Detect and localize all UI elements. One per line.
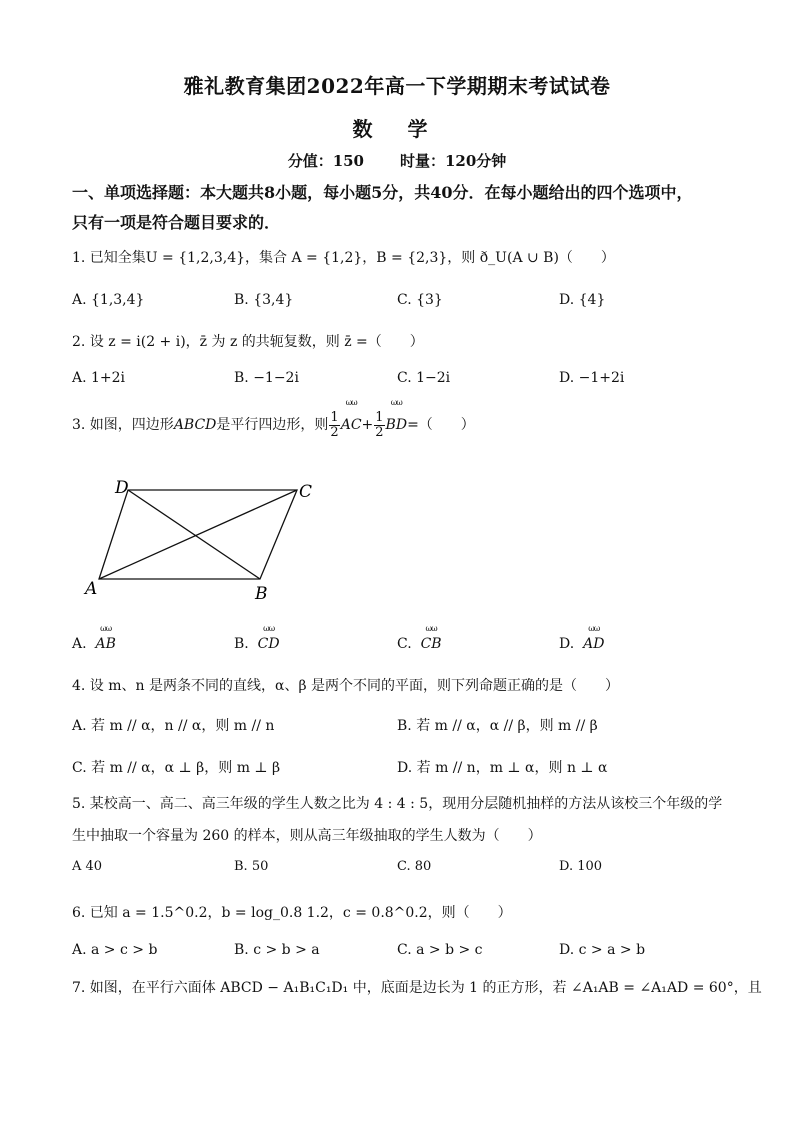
question-3-option-c — [397, 624, 442, 654]
fraction-half-1 — [329, 411, 339, 440]
question-3-suffix: =（ ） — [407, 417, 475, 433]
question-6-option-a: A. a > c > b — [72, 942, 158, 958]
question-3-option-d — [559, 624, 605, 654]
option-letter: C. — [397, 636, 412, 652]
question-5-option-c: C. 80 — [397, 859, 432, 874]
vector-arrow: ωω — [345, 398, 357, 407]
time-label: 时量：120分钟 — [400, 152, 507, 170]
question-4-option-d: D. 若 m // n，m ⊥ α，则 n ⊥ α — [397, 760, 608, 776]
question-3-prefix: 3. 如图，四边形 — [72, 417, 174, 433]
question-4-stem: 4. 设 m、n 是两条不同的直线，α、β 是两个不同的平面，则下列命题正确的是（ ） — [72, 678, 619, 694]
question-3-option-a — [72, 624, 116, 654]
question-6-option-c: C. a > b > c — [397, 942, 483, 958]
option-letter: A. — [72, 636, 87, 652]
vertex-label-a: A — [85, 579, 98, 599]
question-6-option-b: B. c > b > a — [234, 942, 320, 958]
subject-title: 数 学 — [352, 117, 442, 141]
fraction-denominator: 2 — [375, 424, 384, 440]
vector-cb-label: CB — [420, 636, 442, 652]
parallelogram-figure — [80, 478, 330, 603]
option-letter: D. — [559, 636, 575, 652]
question-6-stem: 6. 已知 a = 1.5^0.2，b = log_0.8 1.2，c = 0.8^0.2，则（ ） — [72, 905, 512, 921]
section-heading-line1: 一、单项选择题：本大题共8小题，每小题5分，共40分．在每小题给出的四个选项中， — [72, 183, 693, 202]
diagonal-bd — [128, 490, 260, 579]
question-5-option-d: D. 100 — [559, 859, 603, 874]
question-5-option-b: B. 50 — [234, 859, 269, 874]
fraction-denominator: 2 — [330, 424, 339, 440]
diagonal-ac — [99, 490, 297, 579]
fraction-numerator: 1 — [375, 409, 384, 425]
vector-bd-label: BD — [385, 417, 408, 433]
option-letter: B. — [234, 636, 249, 652]
vector-ac-label: AC — [340, 417, 362, 433]
vector-ad — [583, 624, 605, 654]
vector-ac — [340, 398, 362, 442]
vector-arrow: ωω — [263, 624, 275, 633]
question-6-option-d: D. c > a > b — [559, 942, 646, 958]
vector-cd-label: CD — [257, 636, 280, 652]
question-5-line2: 生中抽取一个容量为 260 的样本，则从高三年级抽取的学生人数为（ ） — [72, 828, 542, 844]
vector-arrow: ωω — [425, 624, 437, 633]
exam-title: 雅礼教育集团2022年高一下学期期末考试试卷 — [183, 74, 611, 98]
question-2-option-a: A. 1+2i — [72, 370, 126, 386]
question-2-option-d: D. −1+2i — [559, 370, 625, 386]
question-2-stem: 2. 设 z = i(2 + i)，z̄ 为 z 的共轭复数，则 z̄ =（ ） — [72, 334, 424, 350]
question-5-line1: 5. 某校高一、高二、高三年级的学生人数之比为 4 : 4 : 5，现用分层随机抽样的方法从该校三个年级的学 — [72, 796, 723, 812]
score-label: 分值：150 — [287, 152, 364, 170]
question-7-stem: 7. 如图，在平行六面体 ABCD − A₁B₁C₁D₁ 中，底面是边长为 1 的正方形，若 ∠A₁AB = ∠A₁AD = 60°，且 — [72, 980, 762, 996]
vector-ab — [95, 624, 116, 654]
vector-cb — [420, 624, 442, 654]
question-1-option-b: B. {3,4} — [234, 292, 294, 308]
vector-bd — [385, 398, 408, 442]
question-1-option-d: D. {4} — [559, 292, 606, 308]
question-2-option-b: B. −1−2i — [234, 370, 299, 386]
question-4-option-a: A. 若 m // α，n // α，则 m // n — [72, 718, 275, 734]
vector-arrow: ωω — [588, 624, 600, 633]
vector-arrow: ωω — [390, 398, 402, 407]
question-1-stem: 1. 已知全集U = {1,2,3,4}，集合 A = {1,2}，B = {2,3}，则 ð_U(A ∪ B)（ ） — [72, 250, 615, 266]
vertex-label-c: C — [299, 482, 313, 502]
vector-arrow: ωω — [100, 624, 112, 633]
question-4-option-c: C. 若 m // α，α ⊥ β，则 m ⊥ β — [72, 760, 281, 776]
plus-sign: + — [361, 417, 374, 433]
vector-ab-label: AB — [95, 636, 116, 652]
section-heading-line2: 只有一项是符合题目要求的． — [72, 213, 281, 232]
question-5-option-a: A 40 — [72, 859, 103, 874]
question-3-quad-name: ABCD — [173, 417, 217, 433]
question-2-option-c: C. 1−2i — [397, 370, 451, 386]
question-3-option-b — [234, 624, 280, 654]
question-1-option-c: C. {3} — [397, 292, 443, 308]
vertex-label-d: D — [115, 478, 129, 498]
question-1-option-a: A. {1,3,4} — [72, 292, 145, 308]
question-3-mid: 是平行四边形，则 — [216, 417, 329, 433]
fraction-numerator: 1 — [330, 409, 339, 425]
score-time-line — [0, 150, 794, 171]
vertex-label-b: B — [255, 584, 268, 603]
vector-ad-label: AD — [583, 636, 605, 652]
fraction-half-2 — [374, 411, 384, 440]
vector-cd — [257, 624, 280, 654]
question-3-stem — [72, 398, 732, 442]
question-4-option-b: B. 若 m // α，α // β，则 m // β — [397, 718, 598, 734]
